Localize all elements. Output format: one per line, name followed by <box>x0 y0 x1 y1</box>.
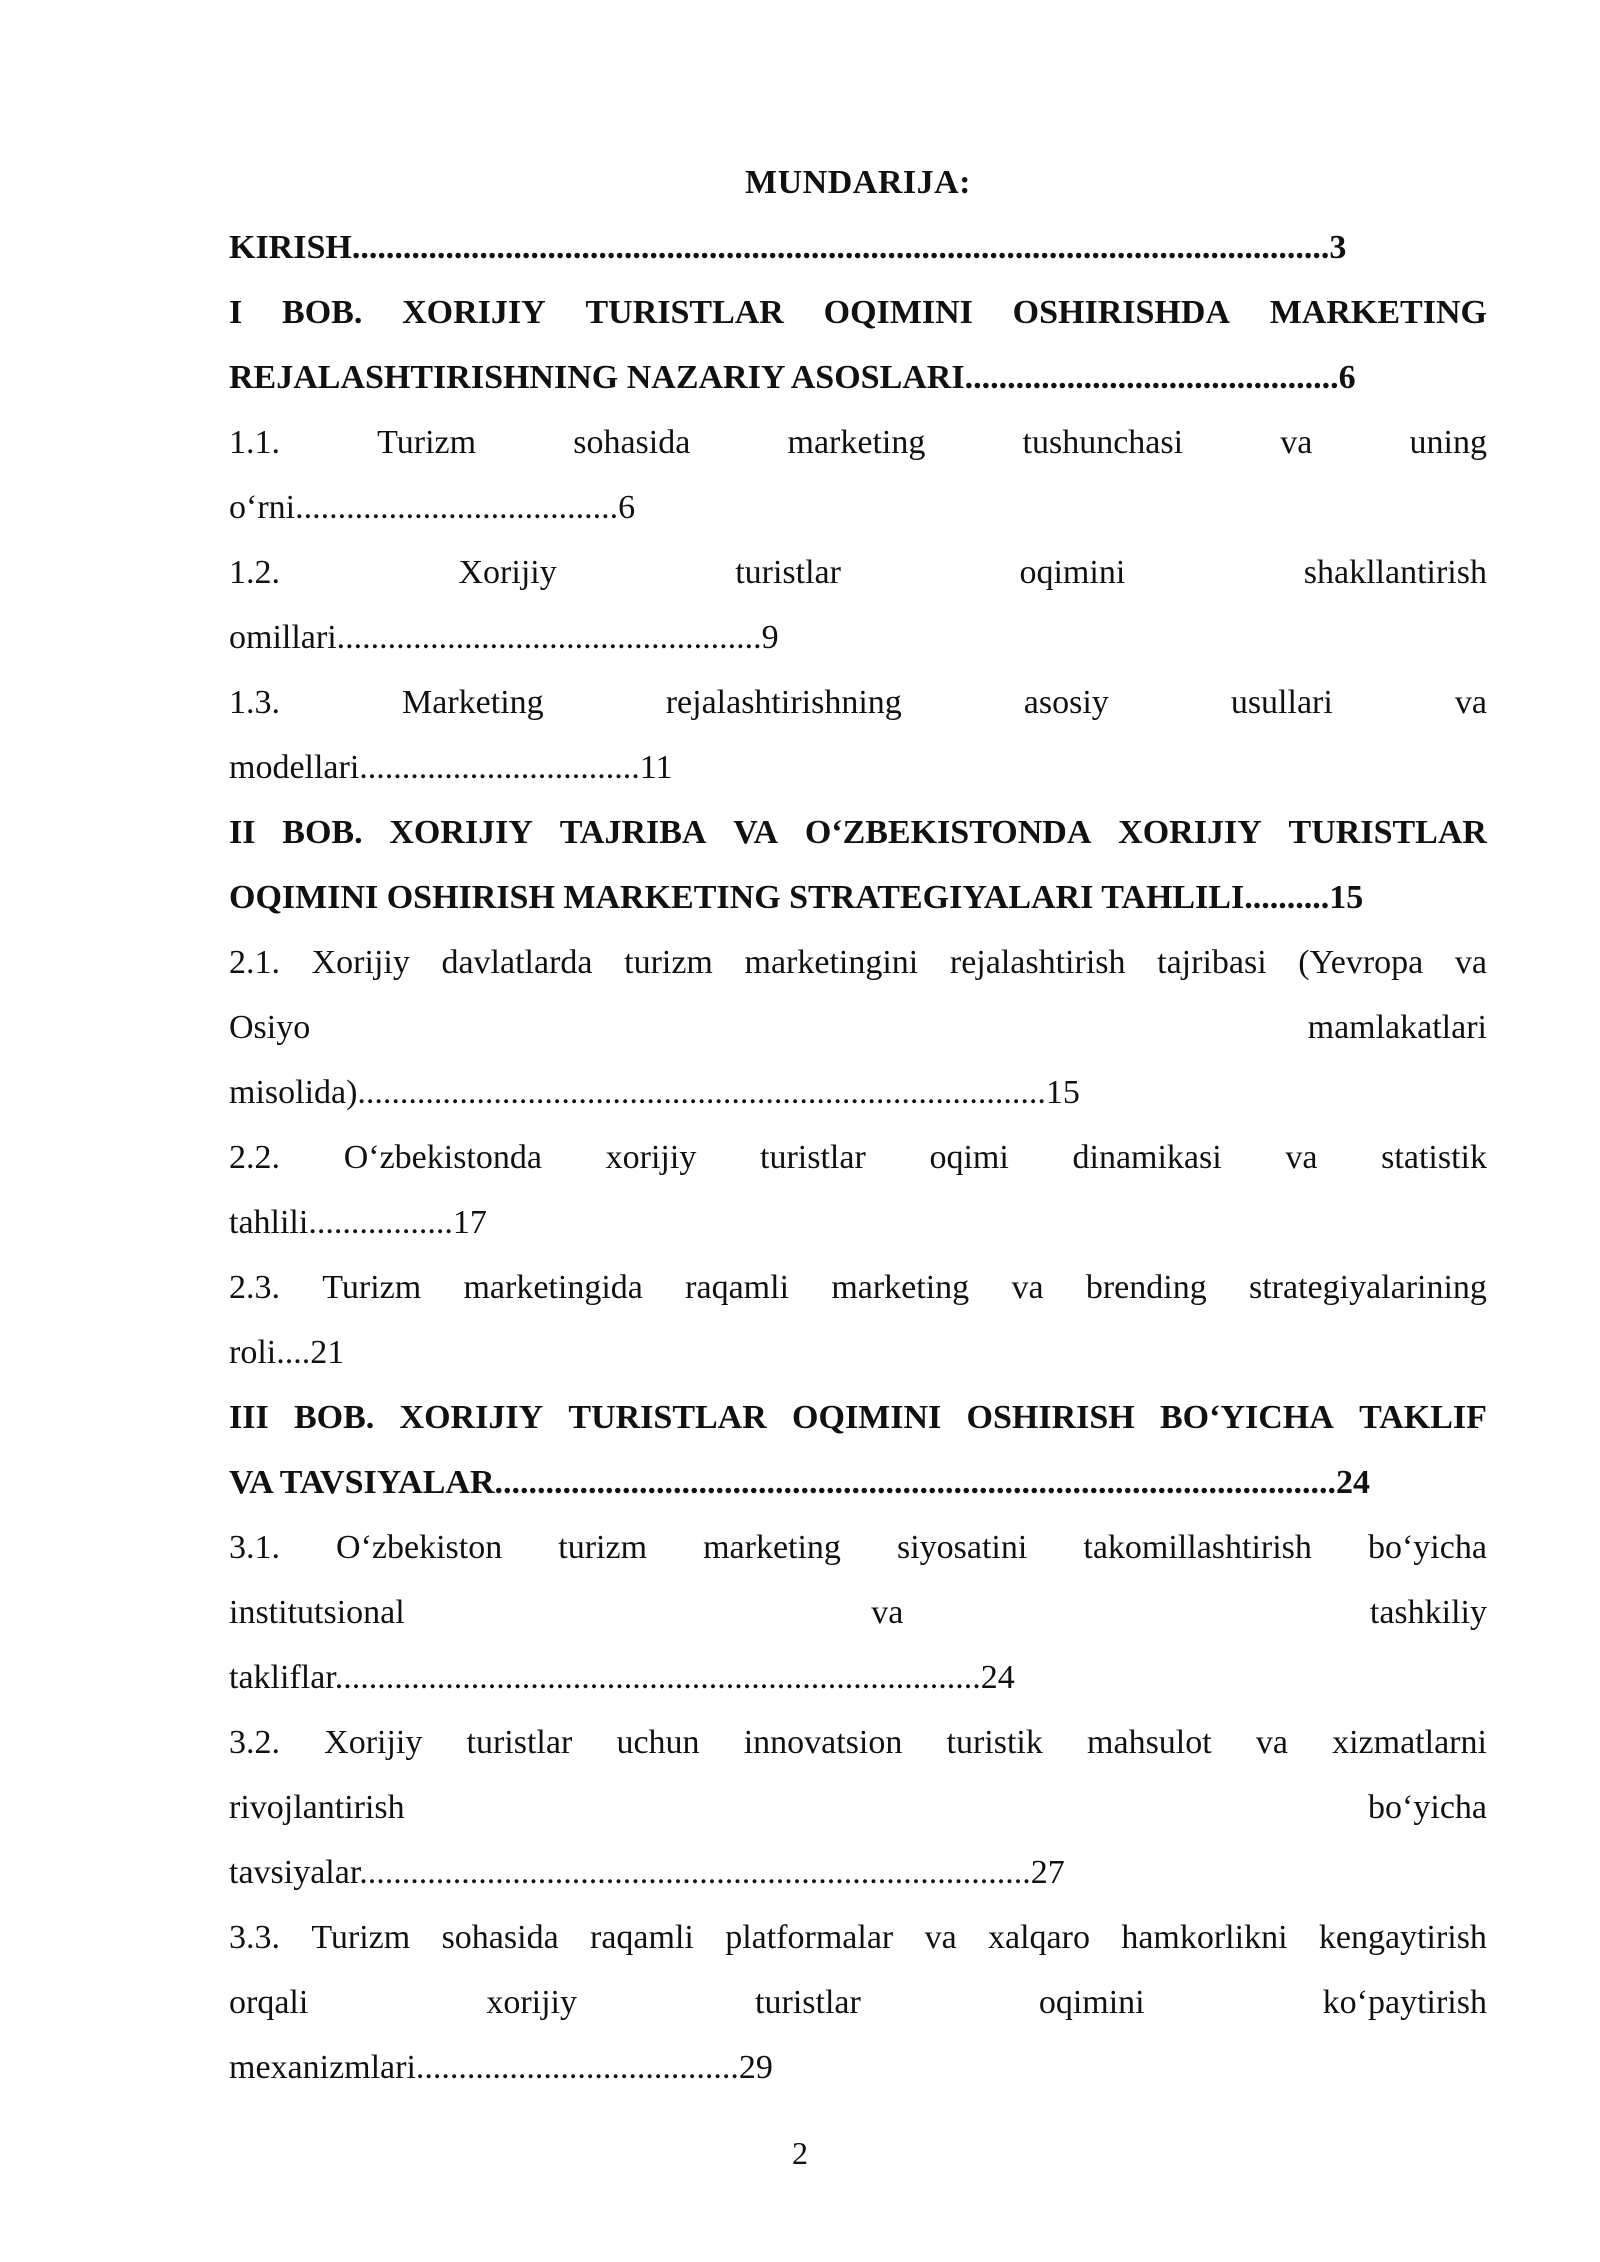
toc-word: 1.3. <box>229 684 280 721</box>
toc-word: TAJRIBA <box>559 814 707 851</box>
toc-word: marketing <box>831 1269 970 1306</box>
toc-word: rivojlantirish <box>229 1789 405 1826</box>
toc-word: bo‘yicha <box>1367 1529 1487 1566</box>
toc-word: xizmatlarni <box>1332 1724 1487 1761</box>
toc-word: turizm <box>558 1529 648 1566</box>
toc-word: I <box>229 294 243 331</box>
toc-word: tashkiliy <box>1369 1594 1487 1631</box>
toc-word: Xorijiy <box>311 944 410 981</box>
toc-line: KIRISH...................................................................................................................3 <box>229 229 1347 266</box>
toc-word: statistik <box>1381 1139 1487 1176</box>
toc-word: orqali <box>229 1984 309 2021</box>
toc-line <box>229 1125 1487 1190</box>
toc-word: 3.1. <box>229 1529 280 1566</box>
toc-line: omillari..................................................9 <box>229 619 779 656</box>
toc-word: turistlar <box>755 1984 861 2021</box>
toc-word: bo‘yicha <box>1368 1789 1487 1826</box>
toc-line: REJALASHTIRISHNING NAZARIY ASOSLARI............................................6 <box>229 359 1356 396</box>
toc-line: roli....21 <box>229 1334 345 1371</box>
toc-word: marketingini <box>744 944 919 981</box>
toc-line: modellari.................................11 <box>229 749 673 786</box>
toc-word: OSHIRISHDA <box>1012 294 1230 331</box>
toc-word: turistlar <box>466 1724 573 1761</box>
toc-word: hamkorlikni <box>1121 1919 1288 1956</box>
toc-word: platformalar <box>725 1919 894 1956</box>
toc-word: TAKLIF <box>1359 1399 1487 1436</box>
page-number: 2 <box>792 2135 808 2171</box>
toc-line: OQIMINI OSHIRISH MARKETING STRATEGIYALARI TAHLILI..........15 <box>229 879 1364 916</box>
toc-word: 2.3. <box>229 1269 280 1306</box>
toc-word: BOB. <box>282 294 363 331</box>
toc-line <box>229 800 1487 865</box>
toc-word: Turizm <box>322 1269 422 1306</box>
toc-word: marketingida <box>463 1269 643 1306</box>
toc-line: o‘rni......................................6 <box>229 489 636 526</box>
toc-word: (Yevropa <box>1298 944 1424 981</box>
toc-word: OQIMINI <box>792 1399 942 1436</box>
toc-word: 3.2. <box>229 1724 280 1761</box>
toc-line <box>229 1515 1487 1580</box>
toc-word: uning <box>1409 424 1487 461</box>
toc-word: turistik <box>946 1724 1043 1761</box>
toc-line: mexanizmlari......................................29 <box>229 2049 773 2086</box>
toc-word: asosiy <box>1023 684 1109 721</box>
toc-word: usullari <box>1230 684 1333 721</box>
toc-word: 2.2. <box>229 1139 280 1176</box>
toc-word: TURISTLAR <box>568 1399 767 1436</box>
toc-word: raqamli <box>685 1269 790 1306</box>
toc-lines <box>229 215 1487 2100</box>
toc-line: VA TAVSIYALAR...................................................................................................24 <box>229 1464 1371 1501</box>
toc-line <box>229 1255 1487 1320</box>
toc-word: va <box>1454 944 1487 981</box>
toc-word: Xorijiy <box>458 554 557 591</box>
toc-word: O‘zbekistonda <box>343 1139 542 1176</box>
toc-word: va <box>1454 684 1487 721</box>
toc-word: XORIJIY <box>399 1399 544 1436</box>
toc-word: Xorijiy <box>324 1724 423 1761</box>
toc-word: va <box>871 1594 904 1631</box>
toc-word: TURISTLAR <box>585 294 784 331</box>
toc-word: O‘ZBEKISTONDA <box>804 814 1092 851</box>
toc-word: tajribasi <box>1157 944 1267 981</box>
toc-word: va <box>1255 1724 1288 1761</box>
toc-line <box>229 995 1487 1060</box>
toc-word: marketing <box>703 1529 841 1566</box>
toc-word: BOB. <box>282 814 363 851</box>
toc-word: OQIMINI <box>823 294 973 331</box>
toc-line <box>229 1905 1487 1970</box>
toc-word: mahsulot <box>1087 1724 1212 1761</box>
toc-word: turistlar <box>735 554 841 591</box>
toc-word: brending <box>1085 1269 1207 1306</box>
toc-word: raqamli <box>590 1919 694 1956</box>
toc-word: va <box>1011 1269 1044 1306</box>
toc-line <box>229 1710 1487 1775</box>
toc-word: BO‘YICHA <box>1160 1399 1334 1436</box>
toc-word: tushunchasi <box>1022 424 1184 461</box>
toc-word: strategiyalarining <box>1249 1269 1487 1306</box>
toc-word: siyosatini <box>896 1529 1028 1566</box>
toc-word: XORIJIY <box>402 294 546 331</box>
toc-word: 3.3. <box>229 1919 280 1956</box>
toc-line <box>229 670 1487 735</box>
toc-word: 2.1. <box>229 944 280 981</box>
toc-word: Turizm <box>377 424 477 461</box>
toc-word: TURISTLAR <box>1288 814 1487 851</box>
toc-word: MARKETING <box>1269 294 1487 331</box>
toc-word: institutsional <box>229 1594 405 1631</box>
toc-word: XORIJIY <box>1118 814 1262 851</box>
toc-line: tavsiyalar...............................................................................27 <box>229 1854 1065 1891</box>
toc-word: oqimini <box>1038 1984 1145 2021</box>
toc-word: xorijiy <box>486 1984 578 2021</box>
toc-line <box>229 540 1487 605</box>
toc-line <box>229 280 1487 345</box>
toc-word: rejalashtirishning <box>665 684 902 721</box>
toc-word: marketing <box>787 424 926 461</box>
toc-word: 1.2. <box>229 554 280 591</box>
toc-line: misolida).................................................................................15 <box>229 1074 1080 1111</box>
toc-word: uchun <box>616 1724 700 1761</box>
toc-line <box>229 1580 1487 1645</box>
toc-word: va <box>1280 424 1313 461</box>
toc-word: mamlakatlari <box>1307 1009 1487 1046</box>
toc-word: va <box>1285 1139 1318 1176</box>
toc-word: sohasida <box>573 424 691 461</box>
toc-word: OSHIRISH <box>966 1399 1135 1436</box>
toc-line: takliflar............................................................................24 <box>229 1659 1015 1696</box>
table-of-contents <box>229 150 1487 2100</box>
toc-word: kengaytirish <box>1318 1919 1487 1956</box>
toc-word: shakllantirish <box>1303 554 1487 591</box>
toc-word: va <box>924 1919 957 1956</box>
toc-word: Osiyo <box>229 1009 311 1046</box>
toc-line: tahlili.................17 <box>229 1204 487 1241</box>
toc-line <box>229 1385 1487 1450</box>
toc-line <box>229 1970 1487 2035</box>
toc-word: oqimini <box>1019 554 1126 591</box>
toc-word: Turizm <box>311 1919 411 1956</box>
toc-word: III <box>229 1399 269 1436</box>
toc-word: dinamikasi <box>1072 1139 1222 1176</box>
toc-word: takomillashtirish <box>1083 1529 1312 1566</box>
toc-word: XORIJIY <box>389 814 533 851</box>
toc-word: xalqaro <box>988 1919 1090 1956</box>
toc-word: Marketing <box>402 684 544 721</box>
toc-line <box>229 410 1487 475</box>
toc-word: rejalashtirish <box>949 944 1126 981</box>
toc-title: MUNDARIJA: <box>745 164 971 201</box>
toc-word: ko‘paytirish <box>1322 1984 1487 2021</box>
toc-word: 1.1. <box>229 424 280 461</box>
toc-line <box>229 1775 1487 1840</box>
toc-word: davlatlarda <box>441 944 593 981</box>
toc-line <box>229 930 1487 995</box>
toc-word: sohasida <box>441 1919 559 1956</box>
toc-word: innovatsion <box>743 1724 903 1761</box>
toc-word: O‘zbekiston <box>336 1529 503 1566</box>
toc-word: VA <box>733 814 779 851</box>
toc-word: turizm <box>624 944 713 981</box>
toc-word: xorijiy <box>605 1139 697 1176</box>
toc-word: II <box>229 814 256 851</box>
toc-word: turistlar <box>760 1139 866 1176</box>
toc-word: oqimi <box>929 1139 1009 1176</box>
toc-word: BOB. <box>293 1399 375 1436</box>
